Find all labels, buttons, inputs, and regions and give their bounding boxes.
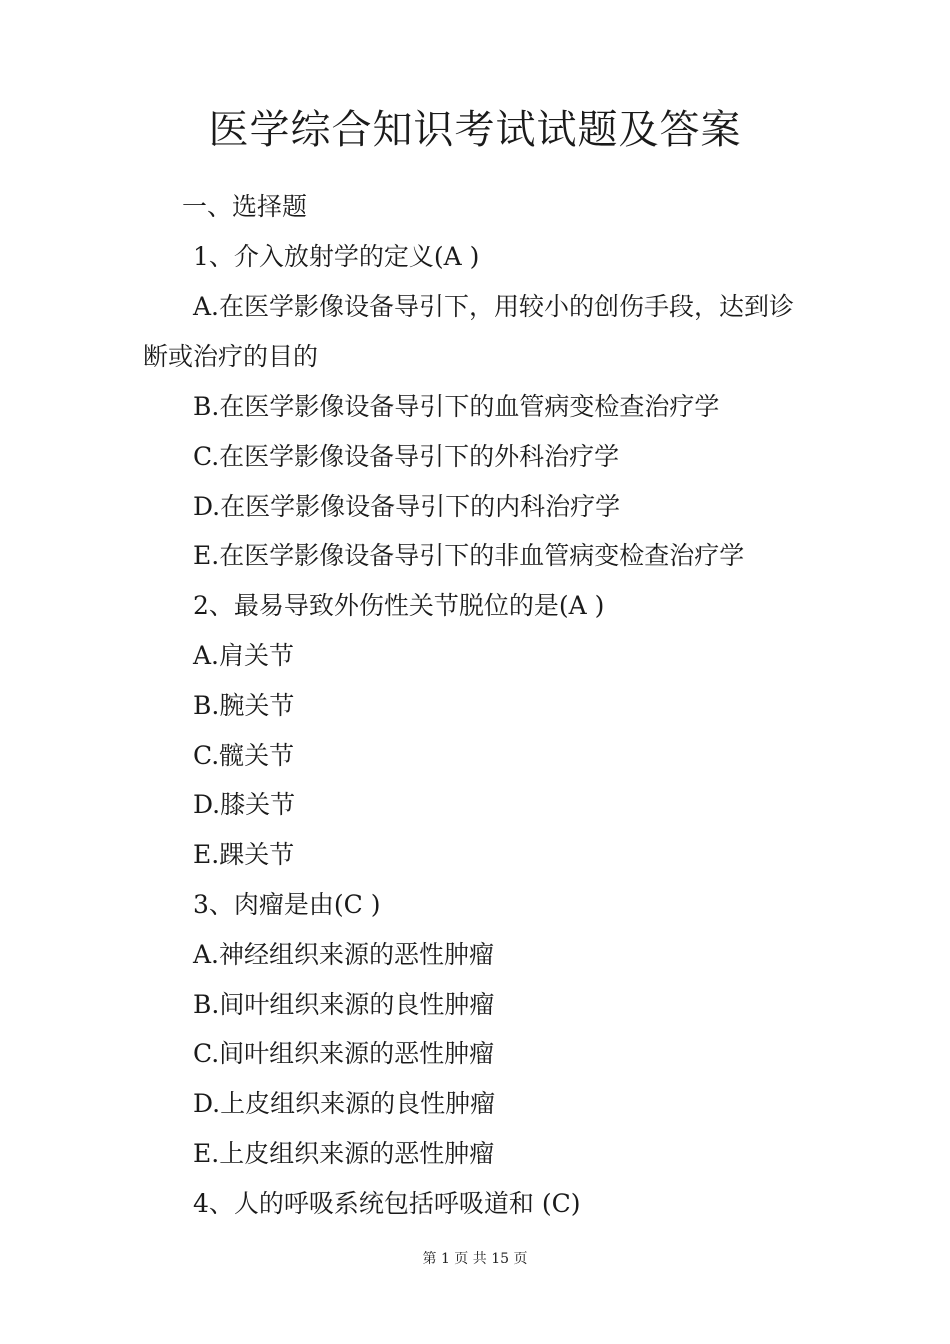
question-3-option-c: C.间叶组织来源的恶性肿瘤 xyxy=(193,1039,495,1068)
question-3-option-b: B.间叶组织来源的良性肿瘤 xyxy=(193,990,495,1019)
question-2-option-e: E.踝关节 xyxy=(193,840,295,869)
question-1-option-b: B.在医学影像设备导引下的血管病变检查治疗学 xyxy=(193,392,720,421)
section-heading: 一、选择题 xyxy=(182,192,308,221)
question-1-option-c: C.在医学影像设备导引下的外科治疗学 xyxy=(193,442,620,471)
question-2: 2、最易导致外伤性关节脱位的是(A ) xyxy=(193,591,605,620)
question-2-option-d: D.膝关节 xyxy=(193,790,296,819)
question-3: 3、肉瘤是由(C ) xyxy=(193,890,381,919)
question-1: 1、介入放射学的定义(A ) xyxy=(193,242,480,271)
question-3-option-e: E.上皮组织来源的恶性肿瘤 xyxy=(193,1139,495,1168)
question-1-option-d: D.在医学影像设备导引下的内科治疗学 xyxy=(193,492,621,521)
question-1-option-a: A.在医学影像设备导引下，用较小的创伤手段，达到诊 xyxy=(193,292,795,321)
question-3-option-d: D.上皮组织来源的良性肿瘤 xyxy=(193,1089,496,1118)
question-1-option-a-continued: 断或治疗的目的 xyxy=(143,342,319,371)
question-1-option-e: E.在医学影像设备导引下的非血管病变检查治疗学 xyxy=(193,541,745,570)
document-title: 医学综合知识考试试题及答案 xyxy=(208,107,742,153)
question-2-option-c: C.髋关节 xyxy=(193,741,295,770)
question-4: 4、人的呼吸系统包括呼吸道和 (C) xyxy=(193,1189,581,1218)
question-2-option-a: A.肩关节 xyxy=(193,641,295,670)
question-3-option-a: A.神经组织来源的恶性肿瘤 xyxy=(193,940,495,969)
page-footer: 第 1 页 共 15 页 xyxy=(422,1251,528,1267)
question-2-option-b: B.腕关节 xyxy=(193,691,295,720)
